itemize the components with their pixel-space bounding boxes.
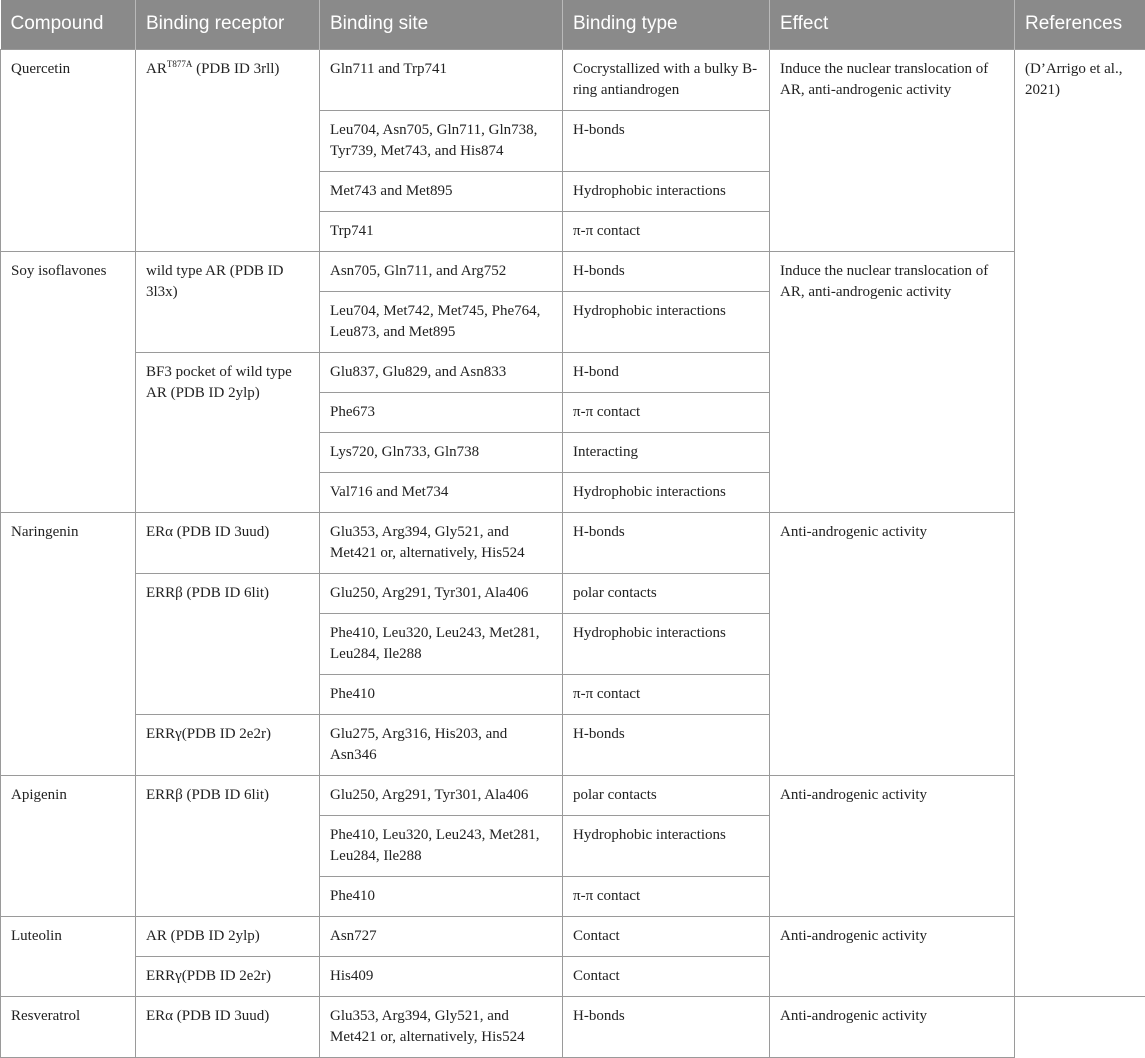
header-binding-receptor: Binding receptor: [136, 0, 320, 49]
type-cell: H-bonds: [563, 512, 770, 573]
header-references: References: [1015, 0, 1145, 49]
site-cell: Glu353, Arg394, Gly521, and Met421 or, alternatively, His524: [320, 996, 563, 1057]
site-cell: Glu275, Arg316, His203, and Asn346: [320, 714, 563, 775]
effect-cell: Induce the nuclear translocation of AR, anti-androgenic activity: [770, 49, 1015, 251]
receptor-cell: ERRγ(PDB ID 2e2r): [136, 956, 320, 996]
type-cell: H-bonds: [563, 251, 770, 291]
site-cell: Glu250, Arg291, Tyr301, Ala406: [320, 775, 563, 815]
compound-cell: Apigenin: [1, 775, 136, 916]
receptor-cell: [136, 49, 320, 251]
table-row: [1, 775, 1145, 815]
type-cell: H-bond: [563, 352, 770, 392]
receptor-mutation: T877A: [167, 59, 193, 69]
site-cell: Phe410, Leu320, Leu243, Met281, Leu284, Ile288: [320, 613, 563, 674]
site-cell: His409: [320, 956, 563, 996]
type-cell: Cocrystallized with a bulky B-ring antiandrogen: [563, 49, 770, 110]
site-cell: Glu250, Arg291, Tyr301, Ala406: [320, 573, 563, 613]
site-cell: Met743 and Met895: [320, 171, 563, 211]
site-cell: Phe410, Leu320, Leu243, Met281, Leu284, Ile288: [320, 815, 563, 876]
compound-cell: Naringenin: [1, 512, 136, 775]
type-cell: π-π contact: [563, 392, 770, 432]
type-cell: Hydrophobic interactions: [563, 613, 770, 674]
site-cell: Asn727: [320, 916, 563, 956]
type-cell: H-bonds: [563, 996, 770, 1057]
header-binding-type: Binding type: [563, 0, 770, 49]
receptor-cell: BF3 pocket of wild type AR (PDB ID 2ylp): [136, 352, 320, 512]
compound-cell: Quercetin: [1, 49, 136, 251]
type-cell: Hydrophobic interactions: [563, 815, 770, 876]
type-cell: H-bonds: [563, 714, 770, 775]
effect-cell: Anti-androgenic activity: [770, 996, 1015, 1057]
table-row: [1, 512, 1145, 573]
receptor-cell: ERRβ (PDB ID 6lit): [136, 573, 320, 714]
references-cell: (D’Arrigo et al., 2021): [1015, 49, 1145, 996]
header-compound: Compound: [1, 0, 136, 49]
site-cell: Phe410: [320, 876, 563, 916]
type-cell: Hydrophobic interactions: [563, 472, 770, 512]
site-cell: Leu704, Met742, Met745, Phe764, Leu873, and Met895: [320, 291, 563, 352]
receptor-cell: AR (PDB ID 2ylp): [136, 916, 320, 956]
site-cell: Val716 and Met734: [320, 472, 563, 512]
type-cell: π-π contact: [563, 876, 770, 916]
site-cell: Trp741: [320, 211, 563, 251]
table-row: [1, 996, 1145, 1057]
type-cell: Contact: [563, 916, 770, 956]
table-row: [1, 251, 1145, 291]
site-cell: Leu704, Asn705, Gln711, Gln738, Tyr739, Met743, and His874: [320, 110, 563, 171]
type-cell: Interacting: [563, 432, 770, 472]
receptor-main: AR: [146, 61, 167, 77]
receptor-cell: ERRγ(PDB ID 2e2r): [136, 714, 320, 775]
receptor-cell: ERα (PDB ID 3uud): [136, 512, 320, 573]
site-cell: Gln711 and Trp741: [320, 49, 563, 110]
type-cell: polar contacts: [563, 775, 770, 815]
receptor-cell: ERα (PDB ID 3uud): [136, 996, 320, 1057]
type-cell: Contact: [563, 956, 770, 996]
type-cell: π-π contact: [563, 211, 770, 251]
table-row: [1, 49, 1145, 110]
effect-cell: Induce the nuclear translocation of AR, anti-androgenic activity: [770, 251, 1015, 512]
site-cell: Lys720, Gln733, Gln738: [320, 432, 563, 472]
table-row: [1, 916, 1145, 956]
compound-cell: Luteolin: [1, 916, 136, 996]
receptor-cell: ERRβ (PDB ID 6lit): [136, 775, 320, 916]
compound-cell: Resveratrol: [1, 996, 136, 1057]
receptor-cell: wild type AR (PDB ID 3l3x): [136, 251, 320, 352]
header-binding-site: Binding site: [320, 0, 563, 49]
type-cell: Hydrophobic interactions: [563, 291, 770, 352]
site-cell: Asn705, Gln711, and Arg752: [320, 251, 563, 291]
compound-cell: Soy isoflavones: [1, 251, 136, 512]
type-cell: polar contacts: [563, 573, 770, 613]
site-cell: Glu837, Glu829, and Asn833: [320, 352, 563, 392]
site-cell: Phe673: [320, 392, 563, 432]
header-effect: Effect: [770, 0, 1015, 49]
type-cell: Hydrophobic interactions: [563, 171, 770, 211]
site-cell: Phe410: [320, 674, 563, 714]
type-cell: π-π contact: [563, 674, 770, 714]
effect-cell: Anti-androgenic activity: [770, 916, 1015, 996]
site-cell: Glu353, Arg394, Gly521, and Met421 or, alternatively, His524: [320, 512, 563, 573]
effect-cell: Anti-androgenic activity: [770, 775, 1015, 916]
effect-cell: Anti-androgenic activity: [770, 512, 1015, 775]
receptor-pdb: (PDB ID 3rll): [192, 61, 279, 77]
type-cell: H-bonds: [563, 110, 770, 171]
table-header: [1, 0, 1145, 49]
